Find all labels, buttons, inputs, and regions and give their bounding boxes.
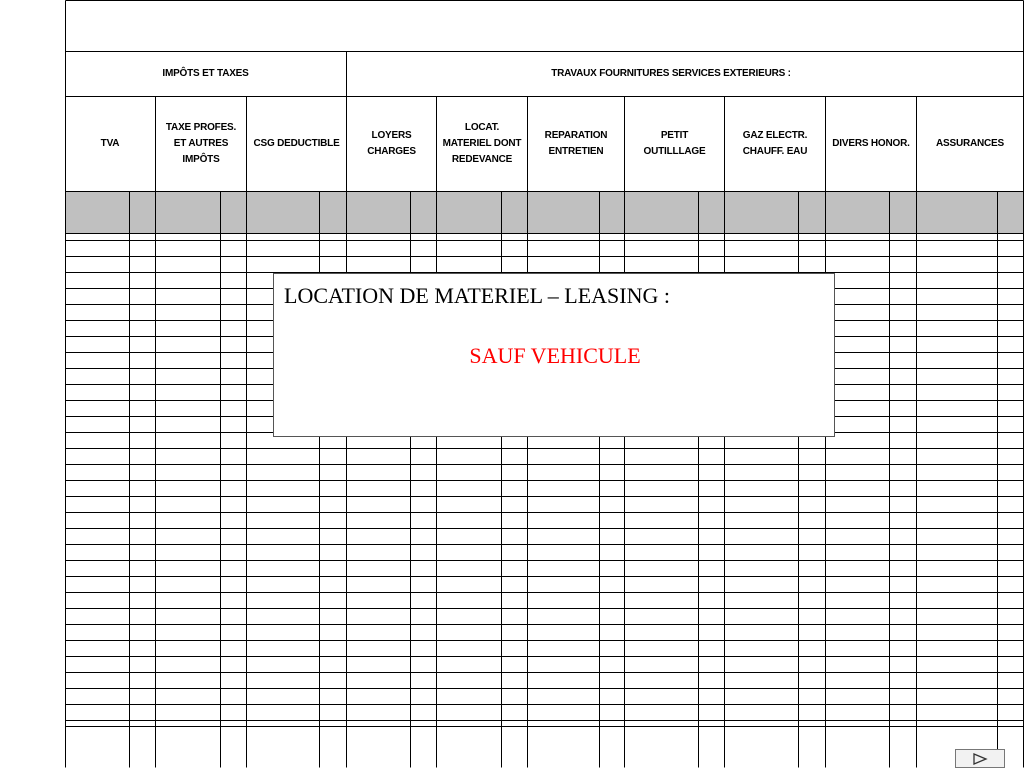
column-header-divers-honor: DIVERS HONOR. (832, 138, 910, 149)
column-header-taxe-profes: TAXE PROFES. ET AUTRES IMPÔTS (165, 122, 237, 165)
next-slide-button[interactable] (955, 749, 1005, 768)
column-header-petit-outillage: PETIT OUTILLLAGE (643, 130, 706, 157)
column-header-tva: TVA (100, 138, 120, 149)
column-header-assurances: ASSURANCES (935, 138, 1004, 149)
leasing-note-subtitle: SAUF VEHICULE (469, 343, 641, 368)
leasing-note-box (273, 273, 835, 437)
leasing-note-title: LOCATION DE MATERIEL – LEASING : (284, 283, 670, 308)
group-header-travaux: TRAVAUX FOURNITURES SERVICES EXTERIEURS : (551, 68, 791, 79)
column-header-locat-materiel: LOCAT. MATERIEL DONT REDEVANCE (442, 122, 522, 165)
column-header-loyers-charges: LOYERS CHARGES (367, 130, 416, 157)
column-header-gaz-electr: GAZ ELECTR. CHAUFF. EAU (742, 130, 808, 157)
play-triangle-icon (972, 753, 988, 765)
gray-band-row (65, 192, 1023, 233)
column-header-reparation-entretien: REPARATION ENTRETIEN (544, 130, 608, 157)
group-header-impots: IMPÔTS ET TAXES (162, 68, 249, 79)
column-header-csg-deductible: CSG DEDUCTIBLE (253, 138, 340, 149)
